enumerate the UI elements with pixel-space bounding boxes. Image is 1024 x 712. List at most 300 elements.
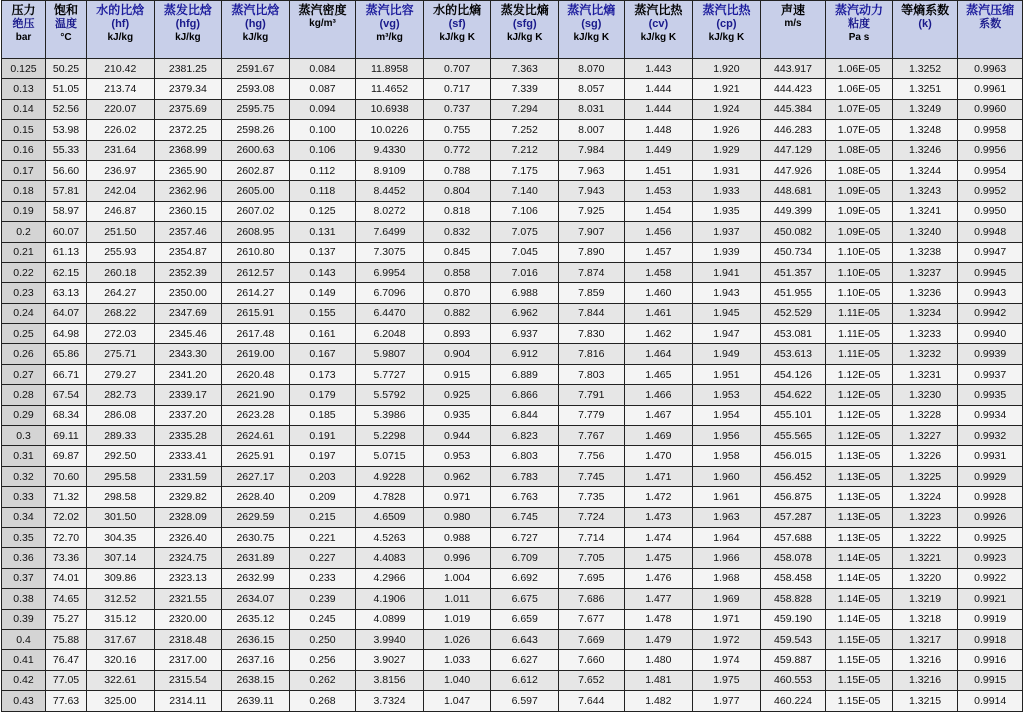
table-cell: 0.9922 bbox=[958, 568, 1023, 588]
table-cell: 1.15E-05 bbox=[826, 670, 893, 690]
table-row bbox=[2, 364, 1023, 384]
pressure-cell: 0.27 bbox=[2, 364, 46, 384]
table-cell: 446.283 bbox=[760, 120, 826, 140]
table-cell: 1.443 bbox=[624, 59, 693, 79]
column-header-line: °C bbox=[60, 32, 72, 43]
table-cell: 69.11 bbox=[46, 426, 87, 446]
table-cell: 2381.25 bbox=[154, 59, 222, 79]
table-cell: 2317.00 bbox=[154, 650, 222, 670]
table-cell: 8.0272 bbox=[356, 201, 424, 221]
table-cell: 0.971 bbox=[423, 487, 491, 507]
table-cell: 7.830 bbox=[559, 324, 625, 344]
table-cell: 1.3243 bbox=[892, 181, 958, 201]
table-row bbox=[2, 405, 1023, 425]
table-cell: 1.467 bbox=[624, 405, 693, 425]
table-cell: 7.669 bbox=[559, 629, 625, 649]
table-cell: 7.963 bbox=[559, 160, 625, 180]
table-cell: 4.4083 bbox=[356, 548, 424, 568]
table-cell: 2314.11 bbox=[154, 691, 222, 711]
table-cell: 1.478 bbox=[624, 609, 693, 629]
table-cell: 6.597 bbox=[491, 691, 559, 711]
table-cell: 0.9939 bbox=[958, 344, 1023, 364]
table-cell: 1.457 bbox=[624, 242, 693, 262]
table-cell: 2593.08 bbox=[222, 79, 290, 99]
table-cell: 220.07 bbox=[86, 99, 154, 119]
table-cell: 7.045 bbox=[491, 242, 559, 262]
table-cell: 1.482 bbox=[624, 691, 693, 711]
table-row bbox=[2, 303, 1023, 323]
table-cell: 74.01 bbox=[46, 568, 87, 588]
column-header-line: (k) bbox=[918, 18, 932, 30]
table-row bbox=[2, 99, 1023, 119]
column-header bbox=[559, 1, 625, 59]
table-cell: 1.026 bbox=[423, 629, 491, 649]
column-header-line: kJ/kg bbox=[107, 32, 134, 43]
table-cell: 2638.15 bbox=[222, 670, 290, 690]
table-cell: 7.6499 bbox=[356, 222, 424, 242]
table-cell: 6.2048 bbox=[356, 324, 424, 344]
table-cell: 454.622 bbox=[760, 385, 826, 405]
table-cell: 1.13E-05 bbox=[826, 466, 893, 486]
pressure-cell: 0.16 bbox=[2, 140, 46, 160]
table-row bbox=[2, 527, 1023, 547]
table-cell: 68.34 bbox=[46, 405, 87, 425]
table-cell: 0.717 bbox=[423, 79, 491, 99]
table-cell: 0.209 bbox=[289, 487, 356, 507]
column-header bbox=[154, 1, 222, 59]
table-cell: 0.980 bbox=[423, 507, 491, 527]
column-header-line: kJ/kg K bbox=[506, 32, 543, 43]
table-cell: 7.140 bbox=[491, 181, 559, 201]
table-cell: 1.3216 bbox=[892, 650, 958, 670]
table-row bbox=[2, 691, 1023, 711]
table-cell: 0.112 bbox=[289, 160, 356, 180]
table-cell: 6.7096 bbox=[356, 283, 424, 303]
column-header-line: kJ/kg K bbox=[708, 32, 745, 43]
table-cell: 2315.54 bbox=[154, 670, 222, 690]
table-cell: 255.93 bbox=[86, 242, 154, 262]
table-cell: 75.88 bbox=[46, 629, 87, 649]
table-cell: 1.456 bbox=[624, 222, 693, 242]
table-cell: 0.9956 bbox=[958, 140, 1023, 160]
table-cell: 2614.27 bbox=[222, 283, 290, 303]
table-cell: 0.221 bbox=[289, 527, 356, 547]
table-cell: 58.97 bbox=[46, 201, 87, 221]
table-cell: 0.9915 bbox=[958, 670, 1023, 690]
table-cell: 0.925 bbox=[423, 385, 491, 405]
table-cell: 1.09E-05 bbox=[826, 181, 893, 201]
table-cell: 456.452 bbox=[760, 466, 826, 486]
table-cell: 1.13E-05 bbox=[826, 507, 893, 527]
table-cell: 1.06E-05 bbox=[826, 59, 893, 79]
table-cell: 0.9921 bbox=[958, 589, 1023, 609]
table-cell: 0.084 bbox=[289, 59, 356, 79]
column-header bbox=[423, 1, 491, 59]
table-cell: 448.681 bbox=[760, 181, 826, 201]
table-cell: 64.98 bbox=[46, 324, 87, 344]
table-cell: 7.724 bbox=[559, 507, 625, 527]
column-header-line: kJ/kg K bbox=[573, 32, 610, 43]
table-cell: 2345.46 bbox=[154, 324, 222, 344]
table-cell: 7.745 bbox=[559, 466, 625, 486]
table-cell: 2615.91 bbox=[222, 303, 290, 323]
table-cell: 2362.96 bbox=[154, 181, 222, 201]
table-row bbox=[2, 446, 1023, 466]
table-cell: 5.0715 bbox=[356, 446, 424, 466]
table-cell: 272.03 bbox=[86, 324, 154, 344]
table-cell: 2335.28 bbox=[154, 426, 222, 446]
table-cell: 11.4652 bbox=[356, 79, 424, 99]
table-cell: 2629.59 bbox=[222, 507, 290, 527]
table-row bbox=[2, 262, 1023, 282]
table-cell: 0.845 bbox=[423, 242, 491, 262]
table-cell: 7.363 bbox=[491, 59, 559, 79]
pressure-cell: 0.4 bbox=[2, 629, 46, 649]
pressure-cell: 0.36 bbox=[2, 548, 46, 568]
table-cell: 10.6938 bbox=[356, 99, 424, 119]
table-cell: 0.9932 bbox=[958, 426, 1023, 446]
table-cell: 1.3216 bbox=[892, 670, 958, 690]
table-cell: 8.9109 bbox=[356, 160, 424, 180]
table-cell: 0.9926 bbox=[958, 507, 1023, 527]
table-cell: 1.3232 bbox=[892, 344, 958, 364]
column-header-line: (sfg) bbox=[512, 18, 537, 30]
table-cell: 8.057 bbox=[559, 79, 625, 99]
table-cell: 1.3238 bbox=[892, 242, 958, 262]
table-cell: 2632.99 bbox=[222, 568, 290, 588]
table-cell: 1.453 bbox=[624, 181, 693, 201]
table-row bbox=[2, 201, 1023, 221]
column-header-line: 蒸汽比热 bbox=[702, 3, 751, 17]
table-cell: 1.926 bbox=[693, 120, 761, 140]
pressure-cell: 0.23 bbox=[2, 283, 46, 303]
table-cell: 6.912 bbox=[491, 344, 559, 364]
table-cell: 2320.00 bbox=[154, 609, 222, 629]
table-cell: 69.87 bbox=[46, 446, 87, 466]
table-cell: 2637.16 bbox=[222, 650, 290, 670]
table-cell: 1.3220 bbox=[892, 568, 958, 588]
table-cell: 1.953 bbox=[693, 385, 761, 405]
table-cell: 0.870 bbox=[423, 283, 491, 303]
table-cell: 289.33 bbox=[86, 426, 154, 446]
pressure-cell: 0.24 bbox=[2, 303, 46, 323]
steam-properties-table bbox=[1, 0, 1023, 712]
table-cell: 2634.07 bbox=[222, 589, 290, 609]
table-cell: 2323.13 bbox=[154, 568, 222, 588]
table-cell: 55.33 bbox=[46, 140, 87, 160]
table-cell: 0.9918 bbox=[958, 629, 1023, 649]
table-cell: 459.887 bbox=[760, 650, 826, 670]
table-cell: 2343.30 bbox=[154, 344, 222, 364]
table-cell: 1.08E-05 bbox=[826, 160, 893, 180]
table-cell: 1.465 bbox=[624, 364, 693, 384]
column-header bbox=[289, 1, 356, 59]
pressure-cell: 0.22 bbox=[2, 262, 46, 282]
table-cell: 72.02 bbox=[46, 507, 87, 527]
table-cell: 1.3236 bbox=[892, 283, 958, 303]
table-cell: 0.915 bbox=[423, 364, 491, 384]
table-cell: 2352.39 bbox=[154, 262, 222, 282]
table-cell: 1.3251 bbox=[892, 79, 958, 99]
table-row bbox=[2, 181, 1023, 201]
pressure-cell: 0.41 bbox=[2, 650, 46, 670]
table-cell: 458.828 bbox=[760, 589, 826, 609]
table-cell: 70.60 bbox=[46, 466, 87, 486]
column-header-line: (hf) bbox=[111, 18, 130, 30]
column-header-line: 蒸汽比熵 bbox=[567, 3, 616, 17]
table-cell: 6.889 bbox=[491, 364, 559, 384]
table-cell: 1.10E-05 bbox=[826, 242, 893, 262]
table-cell: 1.3228 bbox=[892, 405, 958, 425]
table-cell: 0.962 bbox=[423, 466, 491, 486]
table-cell: 1.13E-05 bbox=[826, 527, 893, 547]
table-row bbox=[2, 507, 1023, 527]
table-cell: 0.9937 bbox=[958, 364, 1023, 384]
table-cell: 2602.87 bbox=[222, 160, 290, 180]
table-cell: 450.734 bbox=[760, 242, 826, 262]
table-cell: 0.131 bbox=[289, 222, 356, 242]
table-cell: 455.565 bbox=[760, 426, 826, 446]
table-cell: 0.9929 bbox=[958, 466, 1023, 486]
column-header-line: 等熵系数 bbox=[901, 3, 950, 17]
table-cell: 457.688 bbox=[760, 527, 826, 547]
table-cell: 6.612 bbox=[491, 670, 559, 690]
column-header-line: 蒸汽动力 bbox=[835, 3, 884, 17]
table-cell: 1.3225 bbox=[892, 466, 958, 486]
table-cell: 2631.89 bbox=[222, 548, 290, 568]
table-cell: 51.05 bbox=[46, 79, 87, 99]
table-cell: 445.384 bbox=[760, 99, 826, 119]
table-cell: 1.14E-05 bbox=[826, 609, 893, 629]
table-cell: 0.832 bbox=[423, 222, 491, 242]
table-cell: 1.11E-05 bbox=[826, 344, 893, 364]
table-cell: 1.033 bbox=[423, 650, 491, 670]
pressure-cell: 0.2 bbox=[2, 222, 46, 242]
table-cell: 1.09E-05 bbox=[826, 222, 893, 242]
table-cell: 1.444 bbox=[624, 79, 693, 99]
pressure-cell: 0.35 bbox=[2, 527, 46, 547]
table-cell: 0.893 bbox=[423, 324, 491, 344]
pressure-cell: 0.21 bbox=[2, 242, 46, 262]
table-cell: 1.477 bbox=[624, 589, 693, 609]
table-cell: 0.707 bbox=[423, 59, 491, 79]
table-cell: 2610.80 bbox=[222, 242, 290, 262]
table-cell: 1.462 bbox=[624, 324, 693, 344]
table-cell: 5.5792 bbox=[356, 385, 424, 405]
table-cell: 7.660 bbox=[559, 650, 625, 670]
pressure-cell: 0.17 bbox=[2, 160, 46, 180]
table-row bbox=[2, 120, 1023, 140]
table-cell: 226.02 bbox=[86, 120, 154, 140]
pressure-cell: 0.3 bbox=[2, 426, 46, 446]
table-cell: 0.953 bbox=[423, 446, 491, 466]
table-cell: 2347.69 bbox=[154, 303, 222, 323]
table-cell: 315.12 bbox=[86, 609, 154, 629]
table-cell: 0.215 bbox=[289, 507, 356, 527]
pressure-cell: 0.42 bbox=[2, 670, 46, 690]
table-cell: 0.094 bbox=[289, 99, 356, 119]
table-cell: 7.695 bbox=[559, 568, 625, 588]
table-cell: 0.106 bbox=[289, 140, 356, 160]
table-cell: 0.173 bbox=[289, 364, 356, 384]
table-cell: 77.05 bbox=[46, 670, 87, 690]
table-cell: 1.07E-05 bbox=[826, 120, 893, 140]
table-row bbox=[2, 344, 1023, 364]
table-cell: 1.469 bbox=[624, 426, 693, 446]
table-cell: 7.686 bbox=[559, 589, 625, 609]
table-row bbox=[2, 670, 1023, 690]
table-cell: 312.52 bbox=[86, 589, 154, 609]
table-cell: 2628.40 bbox=[222, 487, 290, 507]
table-cell: 0.9958 bbox=[958, 120, 1023, 140]
column-header-line: 饱和 bbox=[54, 3, 79, 17]
table-cell: 2333.41 bbox=[154, 446, 222, 466]
table-cell: 1.3219 bbox=[892, 589, 958, 609]
table-cell: 4.5263 bbox=[356, 527, 424, 547]
table-cell: 0.788 bbox=[423, 160, 491, 180]
table-cell: 1.961 bbox=[693, 487, 761, 507]
pressure-cell: 0.28 bbox=[2, 385, 46, 405]
table-cell: 0.737 bbox=[423, 99, 491, 119]
table-cell: 1.3230 bbox=[892, 385, 958, 405]
table-cell: 7.943 bbox=[559, 181, 625, 201]
table-cell: 1.941 bbox=[693, 262, 761, 282]
table-cell: 1.937 bbox=[693, 222, 761, 242]
table-cell: 63.13 bbox=[46, 283, 87, 303]
table-cell: 64.07 bbox=[46, 303, 87, 323]
table-cell: 0.9923 bbox=[958, 548, 1023, 568]
table-cell: 7.016 bbox=[491, 262, 559, 282]
table-row bbox=[2, 629, 1023, 649]
table-cell: 1.3233 bbox=[892, 324, 958, 344]
table-cell: 1.964 bbox=[693, 527, 761, 547]
table-cell: 451.357 bbox=[760, 262, 826, 282]
table-cell: 6.823 bbox=[491, 426, 559, 446]
table-cell: 1.06E-05 bbox=[826, 79, 893, 99]
pressure-cell: 0.25 bbox=[2, 324, 46, 344]
pressure-cell: 0.29 bbox=[2, 405, 46, 425]
table-cell: 1.471 bbox=[624, 466, 693, 486]
table-cell: 1.09E-05 bbox=[826, 201, 893, 221]
table-cell: 0.149 bbox=[289, 283, 356, 303]
table-cell: 1.975 bbox=[693, 670, 761, 690]
table-cell: 246.87 bbox=[86, 201, 154, 221]
table-cell: 1.14E-05 bbox=[826, 568, 893, 588]
table-cell: 1.019 bbox=[423, 609, 491, 629]
column-header bbox=[222, 1, 290, 59]
table-cell: 7.735 bbox=[559, 487, 625, 507]
table-cell: 1.07E-05 bbox=[826, 99, 893, 119]
table-cell: 1.949 bbox=[693, 344, 761, 364]
table-cell: 7.779 bbox=[559, 405, 625, 425]
table-cell: 301.50 bbox=[86, 507, 154, 527]
column-header bbox=[693, 1, 761, 59]
table-cell: 1.3249 bbox=[892, 99, 958, 119]
table-cell: 1.004 bbox=[423, 568, 491, 588]
table-cell: 2627.17 bbox=[222, 466, 290, 486]
column-header-line: 蒸发比焓 bbox=[163, 3, 212, 17]
table-cell: 3.9027 bbox=[356, 650, 424, 670]
table-cell: 454.126 bbox=[760, 364, 826, 384]
table-cell: 52.56 bbox=[46, 99, 87, 119]
table-row bbox=[2, 283, 1023, 303]
column-header-line: 粘度 bbox=[848, 18, 871, 30]
table-cell: 66.71 bbox=[46, 364, 87, 384]
pressure-cell: 0.38 bbox=[2, 589, 46, 609]
table-cell: 61.13 bbox=[46, 242, 87, 262]
table-cell: 1.3226 bbox=[892, 446, 958, 466]
table-row bbox=[2, 609, 1023, 629]
table-cell: 0.904 bbox=[423, 344, 491, 364]
table-cell: 2324.75 bbox=[154, 548, 222, 568]
table-cell: 460.553 bbox=[760, 670, 826, 690]
column-header-line: 水的比焓 bbox=[96, 3, 145, 17]
table-row bbox=[2, 79, 1023, 99]
column-header bbox=[86, 1, 154, 59]
table-cell: 0.9925 bbox=[958, 527, 1023, 547]
table-cell: 453.613 bbox=[760, 344, 826, 364]
column-header bbox=[958, 1, 1023, 59]
table-cell: 11.8958 bbox=[356, 59, 424, 79]
table-cell: 317.67 bbox=[86, 629, 154, 649]
column-header bbox=[892, 1, 958, 59]
column-header-line: 系数 bbox=[979, 18, 1002, 30]
column-header-line: 蒸汽比焓 bbox=[231, 3, 280, 17]
table-cell: 7.212 bbox=[491, 140, 559, 160]
table-cell: 1.3215 bbox=[892, 691, 958, 711]
table-cell: 307.14 bbox=[86, 548, 154, 568]
table-cell: 8.007 bbox=[559, 120, 625, 140]
table-cell: 6.962 bbox=[491, 303, 559, 323]
table-cell: 7.175 bbox=[491, 160, 559, 180]
table-cell: 1.943 bbox=[693, 283, 761, 303]
table-cell: 6.9954 bbox=[356, 262, 424, 282]
table-cell: 2624.61 bbox=[222, 426, 290, 446]
table-cell: 8.4452 bbox=[356, 181, 424, 201]
column-header-line: (sf) bbox=[448, 18, 466, 30]
table-cell: 7.791 bbox=[559, 385, 625, 405]
table-cell: 1.963 bbox=[693, 507, 761, 527]
table-cell: 1.458 bbox=[624, 262, 693, 282]
table-cell: 2318.48 bbox=[154, 629, 222, 649]
table-cell: 6.988 bbox=[491, 283, 559, 303]
table-cell: 2328.09 bbox=[154, 507, 222, 527]
table-cell: 1.3217 bbox=[892, 629, 958, 649]
table-row bbox=[2, 548, 1023, 568]
table-cell: 1.974 bbox=[693, 650, 761, 670]
table-cell: 77.63 bbox=[46, 691, 87, 711]
table-cell: 1.956 bbox=[693, 426, 761, 446]
table-cell: 1.3227 bbox=[892, 426, 958, 446]
column-header bbox=[760, 1, 826, 59]
table-cell: 456.875 bbox=[760, 487, 826, 507]
table-cell: 1.929 bbox=[693, 140, 761, 160]
table-cell: 7.890 bbox=[559, 242, 625, 262]
table-cell: 7.677 bbox=[559, 609, 625, 629]
table-cell: 1.3241 bbox=[892, 201, 958, 221]
table-cell: 2591.67 bbox=[222, 59, 290, 79]
table-cell: 5.2298 bbox=[356, 426, 424, 446]
table-cell: 7.925 bbox=[559, 201, 625, 221]
table-cell: 5.9807 bbox=[356, 344, 424, 364]
table-cell: 1.954 bbox=[693, 405, 761, 425]
table-cell: 2368.99 bbox=[154, 140, 222, 160]
pressure-cell: 0.39 bbox=[2, 609, 46, 629]
pressure-cell: 0.31 bbox=[2, 446, 46, 466]
table-cell: 1.924 bbox=[693, 99, 761, 119]
table-cell: 451.955 bbox=[760, 283, 826, 303]
column-header-line: (sg) bbox=[581, 18, 602, 30]
